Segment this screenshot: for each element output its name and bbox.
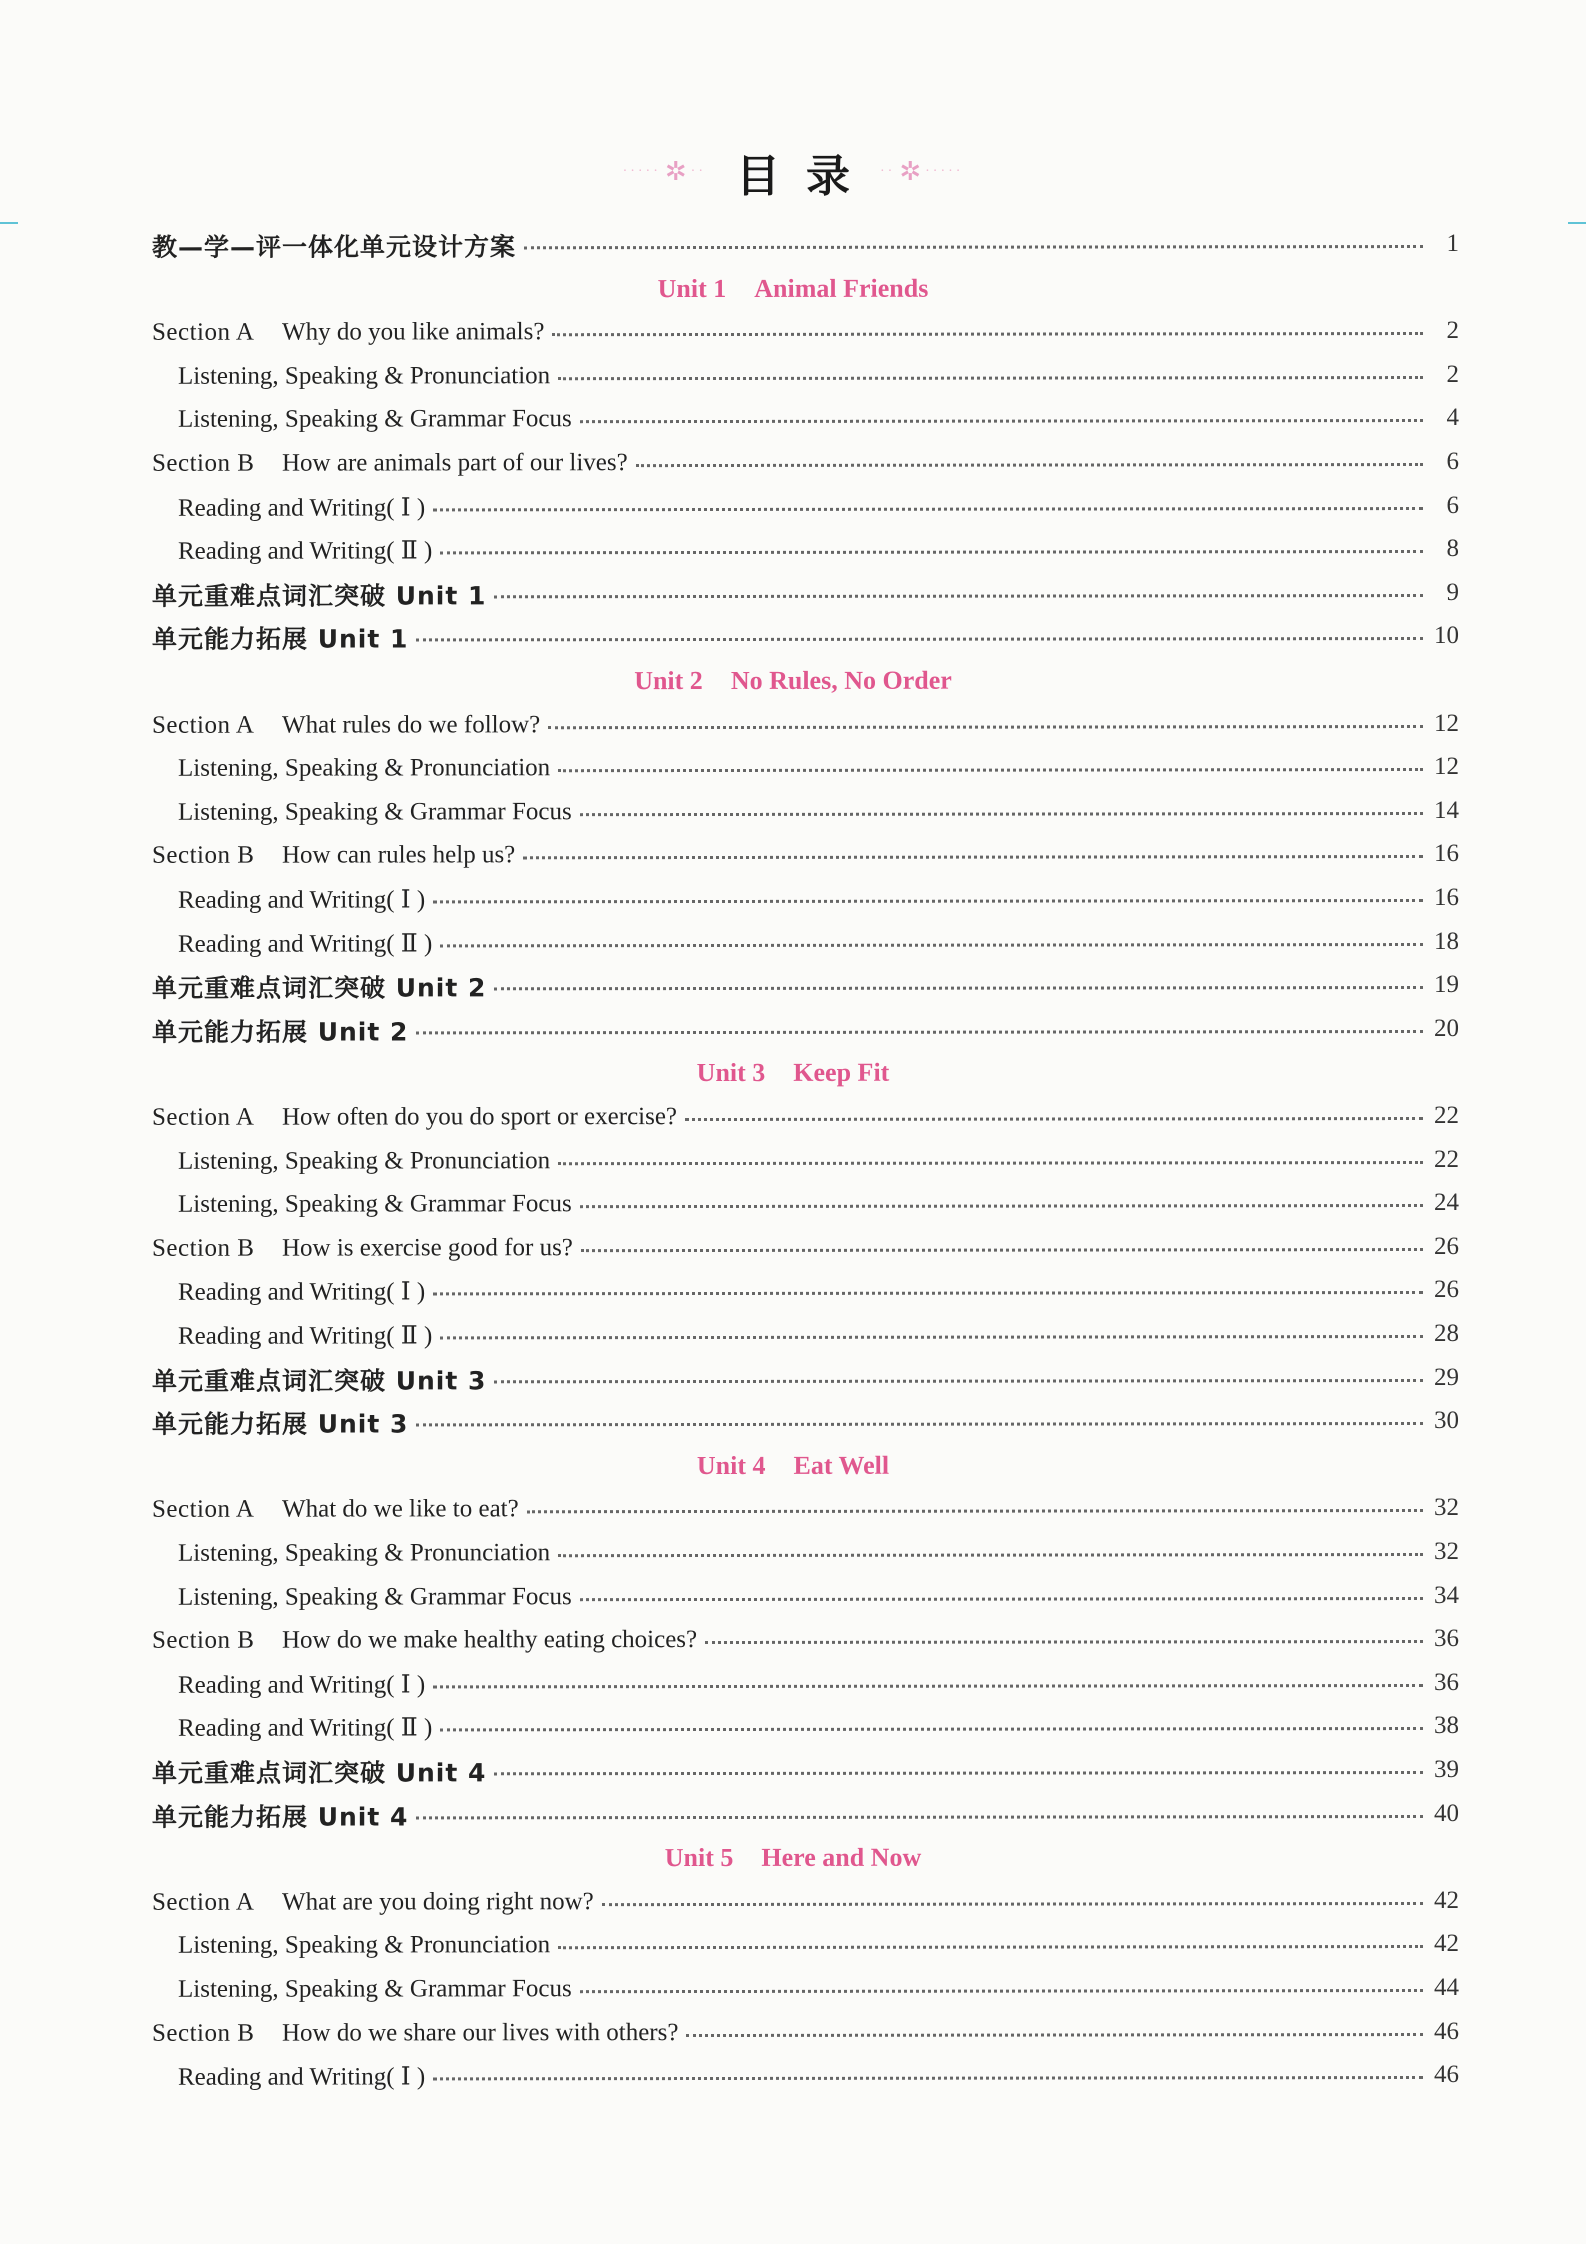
entry-label — [152, 227, 516, 264]
section-question: How are animals part of our lives? — [282, 449, 628, 477]
entry-label — [178, 1147, 550, 1176]
unit-extra-title: 单元能力拓展 Unit 1 — [152, 624, 409, 655]
dot-leader — [558, 767, 1423, 772]
entry-label — [152, 620, 408, 656]
unit-number: Unit 3 — [696, 1058, 766, 1088]
left-flower-ornament: ····· ✲ ·· — [622, 157, 706, 186]
dot-leader — [433, 2075, 1423, 2080]
entry-label — [178, 1713, 432, 1743]
toc-entry-subsection[interactable] — [178, 1706, 1459, 1748]
entry-label — [178, 928, 432, 958]
subsection-title: Reading and Writing( Ⅱ ) — [178, 1714, 433, 1743]
table-of-contents — [0, 224, 1586, 2091]
page-number: 26 — [1434, 1232, 1459, 1260]
page-number: 42 — [1434, 1930, 1459, 1958]
toc-entry-unit-extra[interactable] — [152, 1794, 1459, 1836]
dot-leader — [433, 1290, 1423, 1295]
toc-entry-subsection[interactable] — [178, 1532, 1459, 1574]
page-number: 38 — [1434, 1712, 1459, 1740]
subsection-title: Listening, Speaking & Grammar Focus — [178, 1582, 572, 1611]
dot-leader — [580, 1203, 1423, 1208]
dot-leader — [527, 1508, 1423, 1513]
page-number: 42 — [1434, 1886, 1459, 1914]
toc-entry-section[interactable] — [152, 704, 1459, 746]
unit-extra-title: 单元能力拓展 Unit 2 — [152, 1017, 409, 1047]
unit-extra-title: 单元重难点词汇突破 Unit 2 — [152, 973, 487, 1003]
toc-entry-subsection[interactable] — [178, 2055, 1459, 2097]
entry-label — [152, 969, 486, 1005]
unit-extra-title: 单元重难点词汇突破 Unit 4 — [152, 1758, 487, 1788]
section-tag: Section B — [152, 1234, 255, 1262]
subsection-title: Reading and Writing( Ⅱ ) — [178, 1322, 433, 1350]
section-question: How do we share our lives with others? — [282, 2018, 679, 2047]
left-edge-mark — [0, 222, 18, 224]
entry-label — [178, 536, 432, 566]
right-flower-ornament: ·· ✲ ····· — [880, 157, 964, 186]
unit-name: Here and Now — [761, 1842, 922, 1873]
unit-heading[interactable] — [0, 1837, 1586, 1879]
toc-entry-unit-extra[interactable] — [152, 1401, 1459, 1443]
unit-number: Unit 1 — [657, 273, 727, 303]
dot-leader — [440, 1726, 1423, 1731]
unit-heading[interactable] — [0, 1052, 1586, 1094]
page-number: 18 — [1434, 927, 1459, 955]
toc-entry-intro[interactable] — [152, 224, 1459, 266]
page-number: 1 — [1446, 229, 1459, 257]
subsection-title: Listening, Speaking & Pronunciation — [178, 1539, 551, 1567]
dot-leader — [433, 898, 1423, 903]
entry-label — [152, 1626, 697, 1655]
dot-leader — [558, 375, 1423, 380]
page-number: 44 — [1434, 1973, 1459, 2001]
unit-extra-title: 单元重难点词汇突破 Unit 3 — [152, 1365, 487, 1396]
subsection-title: Reading and Writing( Ⅰ ) — [178, 1278, 426, 1307]
toc-entry-subsection[interactable] — [178, 1314, 1459, 1356]
page-number: 24 — [1434, 1189, 1459, 1217]
unit-number: Unit 4 — [696, 1450, 766, 1480]
section-question: What are you doing right now? — [282, 1887, 594, 1916]
entry-label — [178, 1583, 572, 1612]
entry-label — [152, 1361, 486, 1397]
dot-leader — [494, 1378, 1423, 1383]
subsection-title: Listening, Speaking & Pronunciation — [178, 362, 551, 390]
entry-label — [178, 1932, 550, 1961]
entry-label — [178, 754, 550, 783]
dot-leader — [685, 1116, 1423, 1121]
entry-label — [152, 1405, 408, 1441]
entry-label — [152, 449, 628, 478]
toc-entry-subsection[interactable] — [178, 1270, 1459, 1312]
page-number: 46 — [1434, 2017, 1459, 2045]
subsection-title: Listening, Speaking & Grammar Focus — [178, 1975, 572, 2003]
dot-leader — [580, 811, 1423, 816]
dot-leader — [558, 1552, 1423, 1557]
entry-label — [152, 1234, 573, 1263]
entry-label — [178, 1669, 425, 1699]
unit-heading[interactable] — [0, 660, 1586, 702]
section-question: How can rules help us? — [282, 841, 516, 869]
subsection-title: Listening, Speaking & Grammar Focus — [178, 797, 572, 826]
dot-leader — [705, 1639, 1423, 1644]
unit-number: Unit 2 — [634, 666, 703, 696]
subsection-title: Reading and Writing( Ⅰ ) — [178, 494, 426, 522]
toc-entry-subsection[interactable] — [178, 486, 1459, 528]
entry-label — [178, 1975, 572, 2004]
page-number: 12 — [1434, 753, 1459, 781]
section-tag: Section A — [152, 1103, 255, 1131]
page-number: 8 — [1446, 535, 1459, 563]
subsection-title: Listening, Speaking & Pronunciation — [178, 1931, 551, 1960]
section-question: Why do you like animals? — [282, 318, 545, 346]
toc-entry-section[interactable] — [152, 1881, 1459, 1923]
section-question: What do we like to eat? — [282, 1495, 519, 1523]
entry-label — [178, 1190, 572, 1219]
dot-leader — [416, 1029, 1423, 1034]
page-number: 2 — [1446, 317, 1459, 345]
dot-leader — [602, 1901, 1423, 1906]
entry-label — [152, 576, 486, 612]
toc-entry-unit-extra[interactable] — [152, 1358, 1459, 1400]
page-title: 目录 — [736, 151, 876, 202]
dot-leader — [433, 506, 1423, 511]
unit-number: Unit 5 — [664, 1843, 734, 1873]
toc-entry-unit-extra[interactable] — [152, 965, 1459, 1007]
toc-entry-subsection[interactable] — [178, 878, 1459, 920]
toc-entry-section[interactable] — [152, 2012, 1459, 2054]
page-number: 20 — [1434, 1014, 1459, 1042]
entry-label — [178, 2062, 425, 2092]
entry-label — [178, 492, 425, 522]
entry-label — [152, 842, 515, 871]
dot-leader — [548, 724, 1423, 729]
toc-entry-section[interactable] — [152, 1619, 1459, 1661]
flower-icon: ✲ — [664, 157, 687, 186]
page-number: 22 — [1434, 1145, 1459, 1173]
toc-entry-subsection[interactable] — [178, 355, 1459, 397]
section-question: How is exercise good for us? — [282, 1233, 573, 1262]
entry-label — [178, 884, 425, 914]
toc-entry-section[interactable] — [152, 311, 1459, 353]
subsection-title: Reading and Writing( Ⅰ ) — [178, 1671, 426, 1699]
page-number: 6 — [1446, 491, 1459, 519]
toc-entry-section[interactable] — [152, 1488, 1459, 1530]
unit-heading[interactable] — [0, 267, 1586, 309]
toc-entry-subsection[interactable] — [178, 791, 1459, 833]
section-question: What rules do we follow? — [282, 710, 541, 739]
unit-extra-title: 单元能力拓展 Unit 3 — [152, 1409, 409, 1439]
toc-entry-subsection[interactable] — [178, 529, 1459, 571]
page-number: 46 — [1434, 2061, 1459, 2089]
page-number: 26 — [1434, 1276, 1459, 1304]
toc-entry-section[interactable] — [152, 834, 1459, 876]
entry-label — [152, 1012, 408, 1048]
subsection-title: Listening, Speaking & Grammar Focus — [178, 1190, 572, 1218]
dot-leader — [580, 1596, 1423, 1601]
section-tag: Section B — [152, 1626, 255, 1654]
toc-entry-subsection[interactable] — [178, 1183, 1459, 1225]
toc-entry-section[interactable] — [152, 442, 1459, 484]
page-number: 32 — [1434, 1494, 1459, 1522]
subsection-title: Reading and Writing( Ⅱ ) — [178, 929, 433, 958]
toc-entry-section[interactable] — [152, 1096, 1459, 1138]
section-question: How do we make healthy eating choices? — [282, 1626, 698, 1654]
page-number: 29 — [1434, 1363, 1459, 1391]
toc-entry-unit-extra[interactable] — [152, 616, 1459, 658]
section-tag: Section A — [152, 1496, 255, 1524]
dot-leader — [558, 1160, 1423, 1165]
entry-label — [152, 1496, 519, 1525]
dot-leader — [580, 418, 1423, 423]
unit-heading[interactable] — [0, 1445, 1586, 1487]
page-number: 34 — [1434, 1581, 1459, 1609]
page-number: 12 — [1434, 709, 1459, 737]
dot-leader — [523, 854, 1423, 859]
entry-label — [178, 1539, 550, 1568]
unit-name: No Rules, No Order — [730, 665, 952, 695]
page-number: 28 — [1434, 1319, 1459, 1347]
page-number: 19 — [1434, 971, 1459, 999]
dot-leader — [494, 593, 1423, 598]
subsection-title: Reading and Writing( Ⅰ ) — [178, 886, 426, 914]
subsection-title: Reading and Writing( Ⅱ ) — [178, 537, 433, 565]
toc-entry-subsection[interactable] — [178, 1140, 1459, 1182]
toc-entry-subsection[interactable] — [178, 1924, 1459, 1966]
toc-entry-subsection[interactable] — [178, 1576, 1459, 1618]
section-tag: Section B — [152, 449, 255, 477]
page-number: 16 — [1434, 840, 1459, 868]
page-number: 36 — [1434, 1668, 1459, 1696]
dot-leader — [581, 1247, 1423, 1252]
toc-entry-subsection[interactable] — [178, 398, 1459, 440]
page-number: 22 — [1434, 1101, 1459, 1129]
toc-entry-unit-extra[interactable] — [152, 1009, 1459, 1051]
section-question: How often do you do sport or exercise? — [282, 1103, 678, 1131]
page-number: 14 — [1434, 796, 1459, 824]
entry-label — [152, 1797, 408, 1833]
page-number: 6 — [1446, 447, 1459, 475]
section-tag: Section B — [152, 2019, 255, 2047]
dot-leader — [580, 1988, 1423, 1993]
entry-label — [152, 2019, 678, 2048]
toc-entry-unit-extra[interactable] — [152, 573, 1459, 615]
section-tag: Section B — [152, 842, 255, 870]
entry-label — [152, 1753, 486, 1789]
page-number: 32 — [1434, 1537, 1459, 1565]
section-tag: Section A — [152, 318, 255, 346]
unit-extra-title: 单元能力拓展 Unit 4 — [152, 1802, 409, 1832]
subsection-title: Listening, Speaking & Grammar Focus — [178, 405, 572, 434]
page-number: 2 — [1446, 360, 1459, 388]
dot-leader — [558, 1944, 1423, 1949]
dot-leader — [686, 2032, 1423, 2037]
entry-label — [178, 362, 550, 391]
page-number: 40 — [1434, 1799, 1459, 1827]
subsection-title: Reading and Writing( Ⅰ ) — [178, 2063, 426, 2091]
dot-leader — [524, 244, 1423, 249]
toc-entry-unit-extra[interactable] — [152, 1750, 1459, 1792]
unit-name: Eat Well — [793, 1450, 890, 1480]
intro-title: 教—学—评一体化单元设计方案 — [152, 232, 517, 262]
dot-leader — [440, 942, 1423, 947]
toc-entry-section[interactable] — [152, 1227, 1459, 1269]
entry-label — [152, 1103, 677, 1132]
entry-label — [152, 318, 544, 347]
page-number: 16 — [1434, 883, 1459, 911]
subsection-title: Listening, Speaking & Pronunciation — [178, 1146, 551, 1175]
section-tag: Section A — [152, 711, 255, 739]
page-number: 36 — [1434, 1625, 1459, 1653]
entry-label — [178, 1320, 432, 1350]
dot-leader — [416, 1421, 1423, 1426]
unit-name: Animal Friends — [754, 273, 929, 303]
entry-label — [178, 406, 572, 435]
entry-label — [178, 1277, 425, 1307]
dot-leader — [440, 1334, 1423, 1339]
page-number: 30 — [1434, 1407, 1459, 1435]
right-edge-mark — [1568, 222, 1586, 224]
dot-leader — [552, 331, 1423, 336]
title-bar — [0, 140, 1586, 204]
page-number: 9 — [1446, 578, 1459, 606]
subsection-title: Listening, Speaking & Pronunciation — [178, 754, 551, 782]
toc-entry-subsection[interactable] — [178, 1968, 1459, 2010]
unit-extra-title: 单元重难点词汇突破 Unit 1 — [152, 581, 487, 611]
entry-label — [152, 1888, 594, 1917]
section-tag: Section A — [152, 1888, 255, 1916]
page-number: 39 — [1434, 1755, 1459, 1783]
entry-label — [178, 798, 572, 827]
dot-leader — [416, 1814, 1423, 1819]
dot-leader — [494, 985, 1423, 990]
dot-leader — [494, 1770, 1423, 1775]
page-number: 4 — [1446, 404, 1459, 432]
toc-entry-subsection[interactable] — [178, 922, 1459, 964]
flower-icon: ✲ — [899, 157, 922, 186]
dot-leader — [440, 549, 1423, 554]
dot-leader — [636, 462, 1423, 467]
unit-name: Keep Fit — [793, 1058, 890, 1088]
toc-entry-subsection[interactable] — [178, 747, 1459, 789]
dot-leader — [433, 1683, 1423, 1688]
dot-leader — [416, 636, 1423, 641]
toc-entry-subsection[interactable] — [178, 1663, 1459, 1705]
entry-label — [152, 711, 540, 740]
page-number: 10 — [1434, 622, 1459, 650]
